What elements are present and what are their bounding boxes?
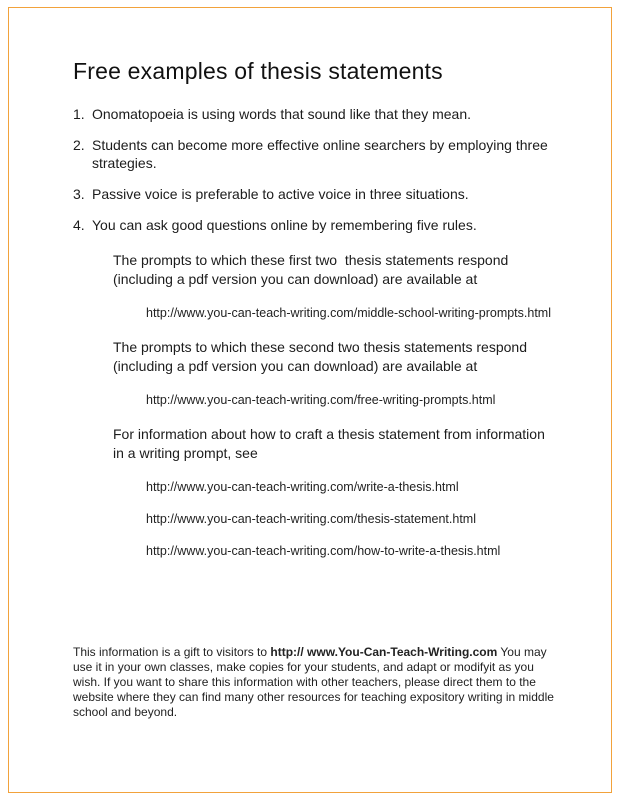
craft-thesis-section bbox=[73, 425, 557, 559]
list-item-number: 3. bbox=[73, 186, 85, 202]
section-url: http://www.you-can-teach-writing.com/how-to-write-a-thesis.html bbox=[146, 544, 501, 558]
section-paragraph: The prompts to which these second two thesis statements respond (including a pdf version you can download) are available at bbox=[113, 339, 531, 374]
footer-text-pre: This information is a gift to visitors to bbox=[73, 645, 271, 659]
page-title: Free examples of thesis statements bbox=[73, 58, 443, 84]
list-item-text: Passive voice is preferable to active voice in three situations. bbox=[92, 186, 469, 202]
thesis-statement-list bbox=[73, 105, 557, 234]
footer-site-name: http:// www.You-Can-Teach-Writing.com bbox=[270, 645, 498, 659]
list-item-text: Students can become more effective online searchers by employing three strategies. bbox=[92, 137, 548, 171]
prompts-section-second bbox=[73, 338, 557, 408]
footer-note bbox=[73, 645, 557, 720]
prompts-section-first bbox=[73, 251, 557, 321]
list-item-text: You can ask good questions online by remembering five rules. bbox=[92, 217, 477, 233]
section-paragraph: The prompts to which these first two thesis statements respond (including a pdf version you can download) are available at bbox=[113, 252, 513, 287]
document-page bbox=[8, 7, 612, 793]
section-url: http://www.you-can-teach-writing.com/free-writing-prompts.html bbox=[146, 393, 496, 407]
section-url: http://www.you-can-teach-writing.com/thesis-statement.html bbox=[146, 512, 476, 526]
section-url: http://www.you-can-teach-writing.com/middle-school-writing-prompts.html bbox=[146, 306, 551, 320]
list-item bbox=[73, 185, 557, 203]
list-item bbox=[73, 216, 557, 234]
list-item-text: Onomatopoeia is using words that sound like that they mean. bbox=[92, 106, 471, 122]
list-item-number: 1. bbox=[73, 106, 85, 122]
list-item bbox=[73, 136, 557, 172]
section-url: http://www.you-can-teach-writing.com/write-a-thesis.html bbox=[146, 480, 459, 494]
list-item-number: 2. bbox=[73, 137, 85, 153]
section-paragraph: For information about how to craft a thesis statement from information in a writing prompt, see bbox=[113, 426, 549, 461]
footer-text-post: You may use it in your own classes, make copies for your students, and adapt or modifyit as you wish. If you want to share this information with other teachers, please direct them to the website where they can find many other resources for teaching expository writing in middle school and beyond. bbox=[73, 645, 554, 719]
list-item-number: 4. bbox=[73, 217, 85, 233]
list-item bbox=[73, 105, 557, 123]
